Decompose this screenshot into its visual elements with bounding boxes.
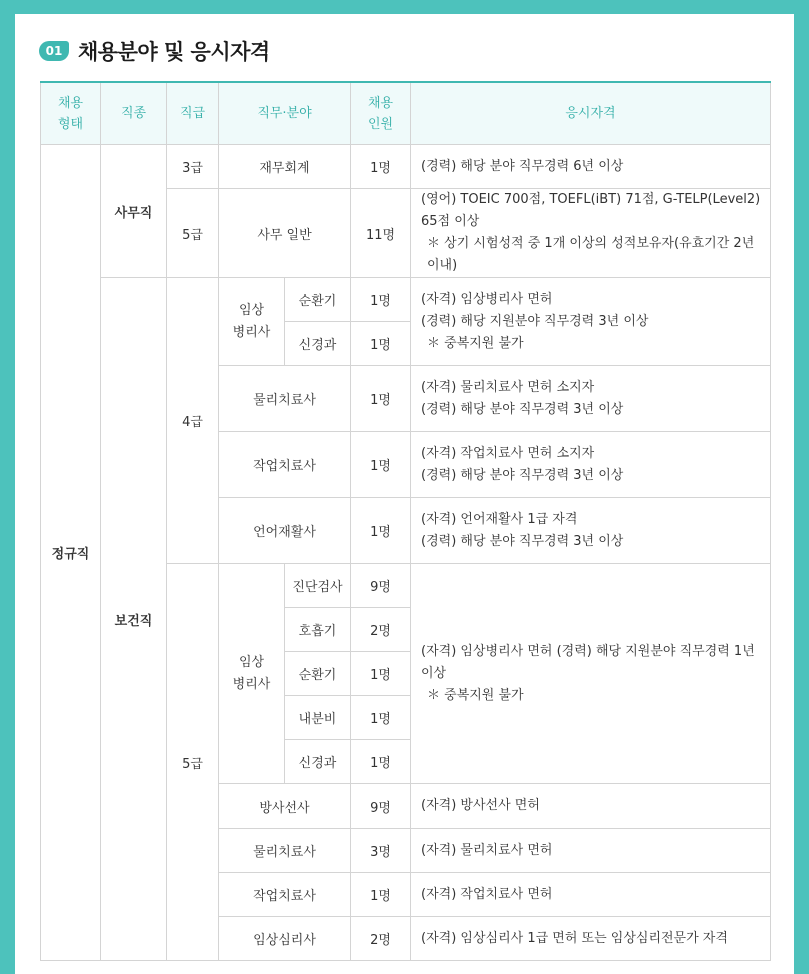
header-field: 직무·분야 (219, 82, 351, 145)
subfield-cell: 순환기 (285, 278, 351, 322)
field-cell: 임상심리사 (219, 917, 351, 961)
count-cell: 1명 (351, 432, 411, 498)
subfield-cell: 신경과 (285, 322, 351, 366)
qualification-cell: (자격) 임상심리사 1급 면허 또는 임상심리전문가 자격 (411, 917, 771, 961)
count-cell: 1명 (351, 740, 411, 784)
qualification-cell: (자격) 작업치료사 면허 소지자 (경력) 해당 분야 직무경력 3년 이상 (411, 432, 771, 498)
grade-cell: 4급 (167, 278, 219, 564)
count-cell: 9명 (351, 564, 411, 608)
section-heading: 채용분야 및 응시자격 (78, 40, 270, 64)
subfield-cell: 진단검사 (285, 564, 351, 608)
field-cell-clinical-pathologist: 임상 병리사 (219, 278, 285, 366)
qualification-cell: (경력) 해당 분야 직무경력 6년 이상 (411, 145, 771, 189)
header-employment-type: 채용 형태 (41, 82, 101, 145)
job-cell-health: 보건직 (101, 278, 167, 961)
count-cell: 1명 (351, 278, 411, 322)
field-cell: 언어재활사 (219, 498, 351, 564)
count-cell: 1명 (351, 873, 411, 917)
header-qualification: 응시자격 (411, 82, 771, 145)
table-row (41, 278, 771, 322)
count-cell: 2명 (351, 608, 411, 652)
field-cell: 작업치료사 (219, 873, 351, 917)
section-title (39, 38, 270, 64)
count-cell: 3명 (351, 829, 411, 873)
field-cell: 사무 일반 (219, 189, 351, 278)
grade-cell: 5급 (167, 564, 219, 961)
employment-type-cell: 정규직 (41, 145, 101, 961)
count-cell: 1명 (351, 322, 411, 366)
field-cell: 물리치료사 (219, 829, 351, 873)
qualification-cell: (자격) 임상병리사 면허 (경력) 해당 지원분야 직무경력 3년 이상 ＊ 중복지원 불가 (411, 278, 771, 366)
qualification-cell: (자격) 방사선사 면허 (411, 784, 771, 829)
subfield-cell: 신경과 (285, 740, 351, 784)
qualification-cell: (영어) TOEIC 700점, TOEFL(iBT) 71점, G-TELP(Level2) 65점 이상 ＊ 상기 시험성적 중 1개 이상의 성적보유자(유효기간 2년 이내) (411, 189, 771, 278)
section-number-badge: 01 (39, 41, 69, 61)
grade-cell: 3급 (167, 145, 219, 189)
qualification-cell: (자격) 언어재활사 1급 자격 (경력) 해당 분야 직무경력 3년 이상 (411, 498, 771, 564)
field-cell: 재무회계 (219, 145, 351, 189)
table-header-row (41, 82, 771, 145)
content-panel (15, 14, 794, 974)
recruitment-table (40, 81, 771, 961)
subfield-cell: 순환기 (285, 652, 351, 696)
field-cell-clinical-pathologist: 임상 병리사 (219, 564, 285, 784)
qualification-cell: (자격) 물리치료사 면허 소지자 (경력) 해당 분야 직무경력 3년 이상 (411, 366, 771, 432)
subfield-cell: 호흡기 (285, 608, 351, 652)
field-cell: 방사선사 (219, 784, 351, 829)
count-cell: 1명 (351, 145, 411, 189)
header-grade: 직급 (167, 82, 219, 145)
qualification-cell: (자격) 임상병리사 면허 (경력) 해당 지원분야 직무경력 1년 이상 ＊ 중복지원 불가 (411, 564, 771, 784)
job-cell-admin: 사무직 (101, 145, 167, 278)
field-cell: 작업치료사 (219, 432, 351, 498)
field-cell: 물리치료사 (219, 366, 351, 432)
count-cell: 1명 (351, 498, 411, 564)
count-cell: 9명 (351, 784, 411, 829)
table-row (41, 145, 771, 189)
count-cell: 1명 (351, 366, 411, 432)
header-job: 직종 (101, 82, 167, 145)
header-count: 채용 인원 (351, 82, 411, 145)
subfield-cell: 내분비 (285, 696, 351, 740)
count-cell: 11명 (351, 189, 411, 278)
qualification-cell: (자격) 작업치료사 면허 (411, 873, 771, 917)
count-cell: 2명 (351, 917, 411, 961)
qualification-cell: (자격) 물리치료사 면허 (411, 829, 771, 873)
count-cell: 1명 (351, 696, 411, 740)
count-cell: 1명 (351, 652, 411, 696)
grade-cell: 5급 (167, 189, 219, 278)
